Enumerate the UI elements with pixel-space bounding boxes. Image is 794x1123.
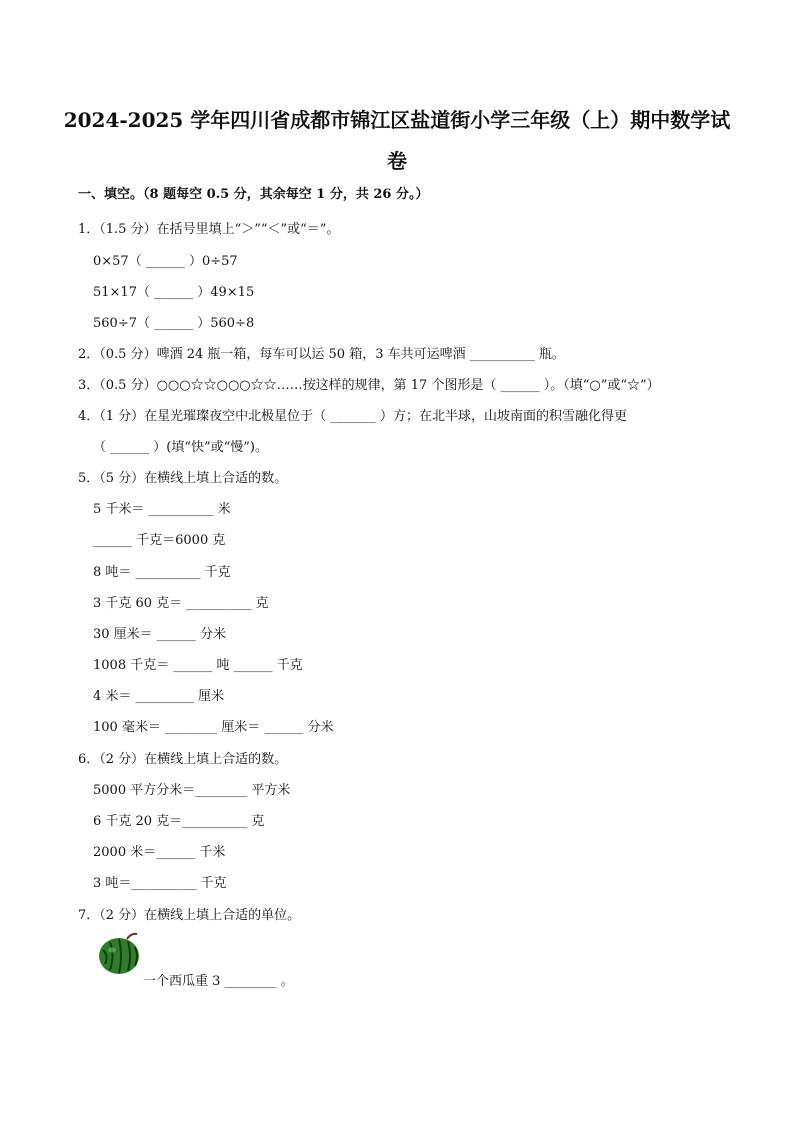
question-1-stem: 1．（1.5 分）在括号里填上“＞”“＜”或“＝”。 bbox=[78, 222, 340, 237]
question-4-line2: （ ______ ）(填“快”或“慢”)。 bbox=[93, 440, 268, 455]
question-5-item: 4 米＝ _________ 厘米 bbox=[93, 689, 225, 704]
question-6-stem: 6．（2 分）在横线上填上合适的数。 bbox=[78, 752, 288, 767]
question-6-item: 2000 米＝______ 千米 bbox=[93, 845, 226, 860]
question-7-stem: 7．（2 分）在横线上填上合适的单位。 bbox=[78, 908, 301, 923]
watermelon-icon bbox=[97, 930, 143, 976]
question-3: 3．（0.5 分）○○○☆☆○○○☆☆……按这样的规律，第 17 个图形是（ ______ ）。（填“○”或“☆”） bbox=[78, 378, 660, 393]
question-6-item: 3 吨＝__________ 千克 bbox=[93, 876, 227, 891]
page-title-continued: 卷 bbox=[387, 149, 407, 173]
page-title: 2024-2025 学年四川省成都市锦江区盐道街小学三年级（上）期中数学试 bbox=[63, 108, 731, 132]
question-5-stem: 5．（5 分）在横线上填上合适的数。 bbox=[78, 471, 288, 486]
question-5-item: ______ 千克＝6000 克 bbox=[93, 533, 226, 548]
question-5-item: 1008 千克＝ ______ 吨 ______ 千克 bbox=[93, 658, 303, 673]
question-5-item: 30 厘米＝ ______ 分米 bbox=[93, 627, 226, 642]
question-4-line1: 4．（1 分）在星光璀璨夜空中北极星位于（ _______ ）方；在北半球，山坡南面的积雪融化得更 bbox=[78, 409, 627, 424]
question-1-item: 560÷7（ ______ ）560÷8 bbox=[93, 316, 255, 331]
question-2: 2．（0.5 分）啤酒 24 瓶一箱，每车可以运 50 箱，3 车共可运啤酒 __________ 瓶。 bbox=[78, 347, 565, 362]
section-heading: 一、填空。（8 题每空 0.5 分，其余每空 1 分，共 26 分。） bbox=[78, 187, 429, 202]
question-5-item: 3 千克 60 克＝ __________ 克 bbox=[93, 596, 269, 611]
question-6-item: 6 千克 20 克＝__________ 克 bbox=[93, 814, 265, 829]
question-6-item: 5000 平方分米＝________ 平方米 bbox=[93, 783, 291, 798]
question-5-item: 8 吨＝ __________ 千克 bbox=[93, 565, 231, 580]
question-1-item: 0×57（ ______ ）0÷57 bbox=[93, 254, 238, 269]
question-7-item: 一个西瓜重 3 ________ 。 bbox=[143, 974, 294, 989]
question-5-item: 100 毫米＝ ________ 厘米＝ ______ 分米 bbox=[93, 720, 334, 735]
question-5-item: 5 千米＝ __________ 米 bbox=[93, 502, 231, 517]
question-1-item: 51×17（ ______ ）49×15 bbox=[93, 285, 255, 300]
